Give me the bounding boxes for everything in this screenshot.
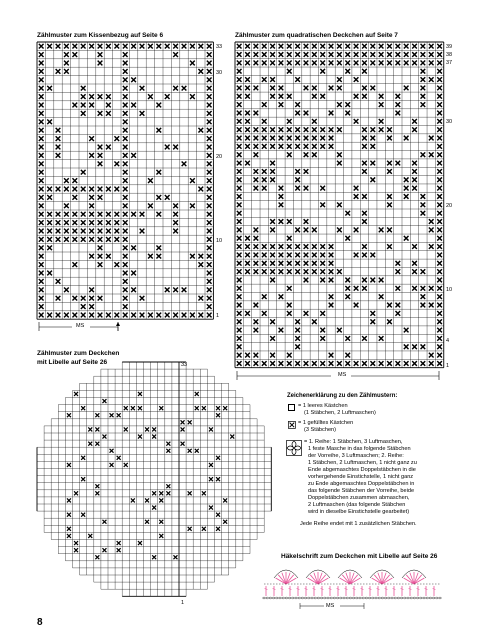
legend-special-line-10: 2 Luftmaschen (das folgende Stäbchen: [308, 502, 406, 508]
crochet-title: Häkelschrift zum Deckchen mit Libelle auf Seite 26: [281, 553, 438, 560]
chart1-row-33: 33: [216, 44, 223, 50]
legend-special-line-4: 1 Stäbchen, 2 Luftmaschen, 1 nicht ganz zu: [308, 460, 417, 466]
legend-special-line-2: 1 feste Masche in das folgende Stäbchen: [308, 446, 411, 452]
chart2-row-1: 1: [446, 363, 450, 369]
chart2-row-38: 38: [446, 52, 453, 58]
chart2-ms-label: MS: [338, 372, 347, 378]
quadratisches-deckchen-chart-grid: [235, 42, 446, 370]
legend-title: Zeichenerklärung zu den Zählmustern:: [287, 393, 398, 399]
legend-special-line-11: wird in dieselbe Einstichstelle gearbeitet): [308, 509, 410, 515]
chart1-row-10: 10: [216, 238, 223, 244]
chart2-row-37: 37: [446, 60, 453, 66]
chart1-ms-bracket: [37, 322, 217, 336]
legend-special-line-3: der Vorreihe, 3 Luftmaschen; 2. Reihe:: [308, 453, 404, 459]
empty-square-symbol: [288, 404, 295, 411]
kissenbezug-chart-grid: [37, 42, 215, 321]
legend-special-line-5: Ende abgemaschtes Doppelstäbchen in die: [308, 467, 416, 473]
legend-empty-line2: (1 Stäbchen, 2 Luftmaschen): [304, 410, 376, 416]
chart2-row-4: 4: [446, 338, 450, 344]
chart3-row-33: 33: [181, 362, 188, 368]
chart2-row-20: 20: [446, 203, 453, 209]
legend-special-line-6: vorhergehende Einstichstelle, 1 nicht ganz: [308, 474, 414, 480]
chart1-row-1: 1: [216, 313, 220, 319]
crochet-ms-label: MS: [326, 603, 335, 609]
chart2-row-39: 39: [446, 44, 453, 50]
chart2-row-10: 10: [446, 287, 453, 293]
chart1-row-30: 30: [216, 70, 223, 76]
legend-filled-line1: = 1 gefülltes Kästchen: [298, 420, 354, 426]
filled-square-symbol: [288, 421, 296, 429]
chart3-row-1: 1: [181, 600, 185, 606]
chart2-title: Zählmuster zum quadratischen Deckchen auf Seite 7: [235, 32, 398, 39]
page-number: 8: [37, 617, 43, 628]
chart3-title-line1: Zählmuster zum Deckchen: [37, 350, 120, 357]
special-pattern-symbol: [286, 440, 302, 456]
haekelschrift-diagram: [260, 562, 445, 612]
chart3-title-line2: mit Libelle auf Seite 26: [37, 359, 108, 366]
legend-note: Jede Reihe endet mit 1 zusätzlichen Stäbchen.: [300, 521, 417, 527]
chart1-ms-label: MS: [76, 323, 85, 329]
chart1-row-20: 20: [216, 154, 223, 160]
legend-filled-line2: (3 Stäbchen): [304, 427, 337, 433]
legend-special-line-1: = 1. Reihe: 1 Stäbchen, 3 Luftmaschen,: [304, 439, 403, 445]
legend-special-line-9: Doppelstäbchen zusammen abmaschen,: [308, 495, 410, 501]
libelle-deckchen-chart-grid: [37, 362, 273, 598]
legend-special-line-8: das folgende Stäbchen der Vorreihe, beide: [308, 488, 415, 494]
legend-empty-line1: = 1 leeres Kästchen: [298, 403, 348, 409]
legend-special-line-7: zu Ende abgemaschtes Doppelstäbchen in: [308, 481, 415, 487]
chart1-title: Zählmuster zum Kissenbezug auf Seite 6: [37, 32, 164, 39]
chart2-row-30: 30: [446, 119, 453, 125]
